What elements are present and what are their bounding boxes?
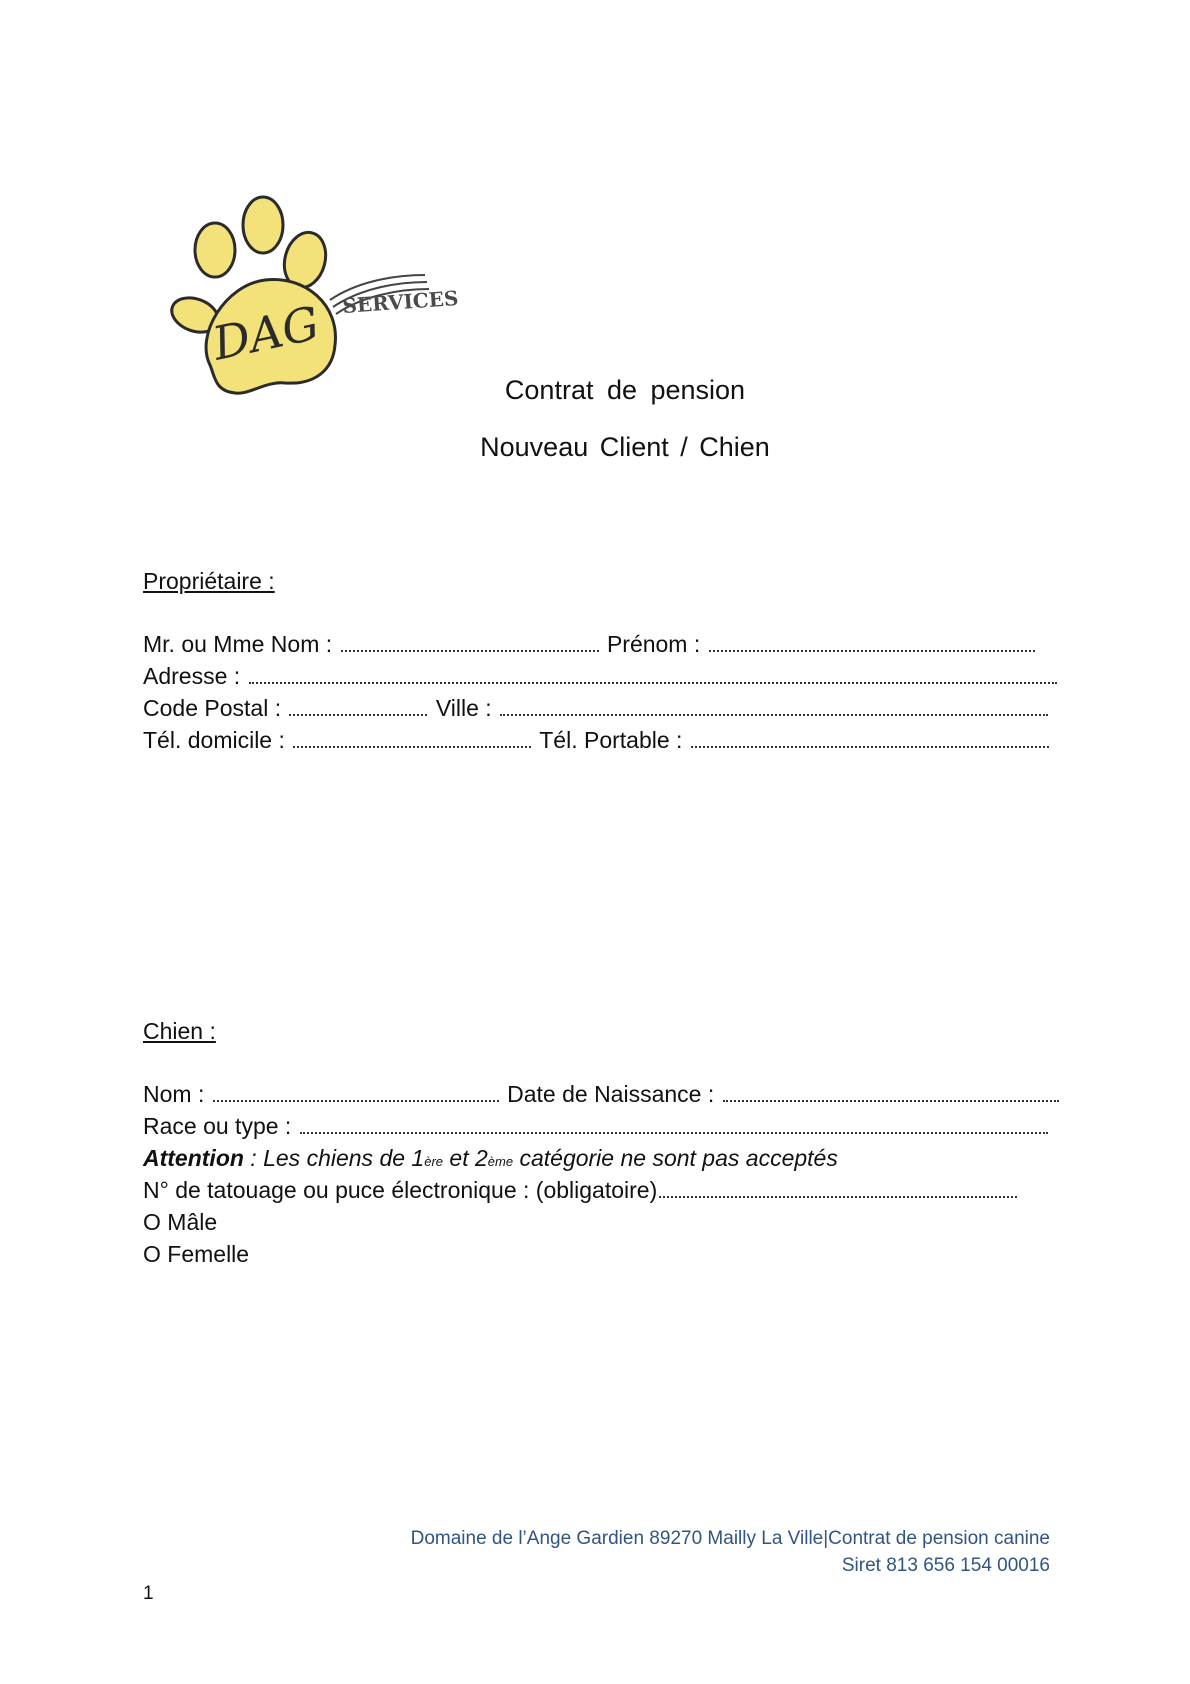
owner-postal-row [143,692,1050,724]
dog-chip-label: N° de tatouage ou puce électronique : (obligatoire) [143,1177,658,1203]
logo-tagline-text: SERVICES [341,285,460,318]
dog-section-heading: Chien : [143,1018,216,1044]
owner-home-phone-field[interactable] [293,730,531,748]
footer-siret: Siret 813 656 154 00016 [841,1555,1050,1576]
attention-text-1: : Les chiens de 1 [243,1145,425,1171]
owner-name-row [143,628,1037,660]
owner-name-label: Mr. ou Mme Nom : [143,631,333,657]
owner-section-heading: Propriétaire : [143,568,275,594]
dog-female-option[interactable]: O Femelle [143,1241,250,1267]
ordinal-2: ème [487,1154,514,1169]
attention-notice [143,1142,838,1178]
owner-firstname-label: Prénom : [606,631,701,657]
logo-brand-text: DAG [208,295,324,371]
owner-firstname-field[interactable] [709,634,1035,652]
document-title: Contrat de pension [504,375,746,405]
dog-chip-field[interactable] [659,1180,1017,1198]
owner-address-row [143,660,1059,692]
owner-address-label: Adresse : [143,663,241,689]
owner-postal-field[interactable] [289,698,427,716]
attention-text-3: catégorie ne sont pas acceptés [513,1145,838,1171]
dog-name-row [143,1078,1061,1110]
footer-address: Domaine de l’Ange Gardien 89270 Mailly La Ville|Contrat de pension canine [410,1528,1050,1549]
owner-address-field[interactable] [249,666,1057,684]
dog-breed-field[interactable] [300,1116,1048,1134]
owner-postal-label: Code Postal : [143,695,282,721]
dog-name-field[interactable] [213,1084,499,1102]
owner-mobile-field[interactable] [691,730,1049,748]
dog-birth-field[interactable] [723,1084,1059,1102]
document-subtitle: Nouveau Client / Chien [480,432,770,462]
attention-text-2: et 2 [443,1145,488,1171]
owner-name-field[interactable] [341,634,599,652]
dog-birth-label: Date de Naissance : [507,1081,715,1107]
dog-male-option[interactable]: O Mâle [143,1209,218,1235]
ordinal-1: ère [424,1154,444,1169]
owner-mobile-label: Tél. Portable : [539,727,683,753]
owner-city-field[interactable] [500,698,1048,716]
owner-city-label: Ville : [435,695,492,721]
owner-phone-row [143,724,1051,756]
dog-breed-row [143,1110,1050,1142]
dog-name-label: Nom : [143,1081,205,1107]
page-number: 1 [143,1583,154,1604]
owner-home-phone-label: Tél. domicile : [143,727,285,753]
dog-chip-row [143,1174,1019,1206]
attention-word: Attention [143,1145,244,1171]
dog-breed-label: Race ou type : [143,1113,292,1139]
